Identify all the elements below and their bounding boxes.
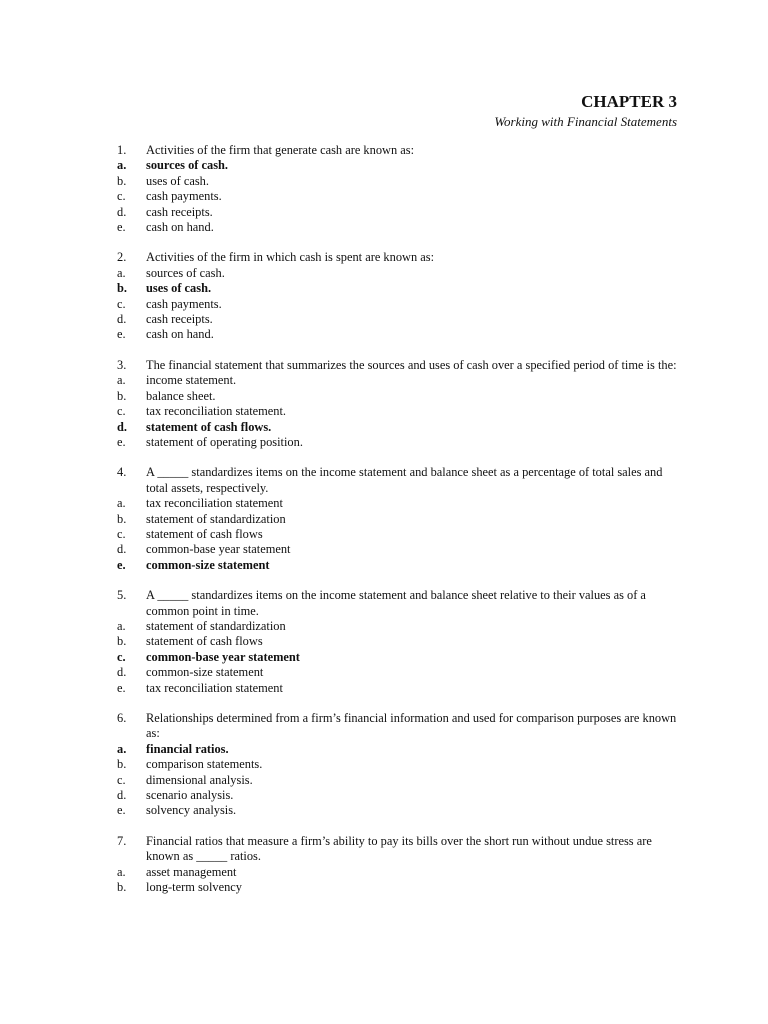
option-text: uses of cash.: [146, 173, 209, 188]
option-text: common-base year statement: [146, 542, 291, 557]
option-text: financial ratios.: [146, 741, 229, 756]
option-label: b.: [117, 173, 127, 188]
answer-option: [117, 619, 682, 634]
answer-option-correct: [117, 558, 682, 573]
option-label: c.: [117, 404, 126, 419]
answer-option: [117, 542, 682, 557]
option-label: e.: [117, 557, 126, 572]
option-text: cash payments.: [146, 296, 222, 311]
option-text: sources of cash.: [146, 158, 229, 173]
option-label: e.: [117, 220, 126, 235]
answer-option: [117, 880, 682, 895]
option-text: statement of cash flows: [146, 634, 263, 649]
question-number: 4.: [117, 465, 127, 480]
option-text: common-size statement: [146, 665, 264, 680]
option-text: dimensional analysis.: [146, 772, 253, 787]
question-4: [117, 465, 682, 573]
option-label: d.: [117, 312, 127, 327]
option-text: common-base year statement: [146, 649, 300, 664]
question-text: Relationships determined from a firm’s financial information and used for comparison purposes are known as:: [146, 711, 677, 741]
option-text: scenario analysis.: [146, 788, 234, 803]
answer-option: [117, 205, 682, 220]
answer-option: [117, 404, 682, 419]
option-label: b.: [117, 634, 127, 649]
option-text: sources of cash.: [146, 265, 225, 280]
option-text: statement of cash flows.: [146, 419, 272, 434]
option-text: tax reconciliation statement.: [146, 404, 287, 419]
option-text: income statement.: [146, 373, 237, 388]
option-text: statement of operating position.: [146, 434, 303, 449]
question-number: 3.: [117, 357, 127, 372]
option-text: cash on hand.: [146, 220, 214, 235]
question-stem: [117, 358, 682, 373]
question-list: [117, 143, 682, 910]
option-label: c.: [117, 189, 126, 204]
option-label: b.: [117, 388, 127, 403]
answer-option: [117, 665, 682, 680]
question-text: Activities of the firm in which cash is spent are known as:: [146, 250, 435, 265]
answer-option: [117, 174, 682, 189]
option-label: c.: [117, 772, 126, 787]
option-label: d.: [117, 542, 127, 557]
answer-option-correct: [117, 420, 682, 435]
option-label: b.: [117, 757, 127, 772]
option-label: a.: [117, 496, 126, 511]
option-label: d.: [117, 665, 127, 680]
question-number: 5.: [117, 588, 127, 603]
question-number: 6.: [117, 711, 127, 725]
question-1: [117, 143, 682, 235]
question-stem: [117, 588, 682, 619]
option-text: balance sheet.: [146, 388, 216, 403]
option-label: a.: [117, 618, 126, 633]
answer-option: [117, 788, 682, 803]
answer-option: [117, 773, 682, 788]
option-text: statement of standardization: [146, 618, 286, 633]
question-text: Financial ratios that measure a firm’s ability to pay its bills over the short run without undue stress are known as _____ ratios.: [146, 833, 652, 864]
option-text: cash payments.: [146, 189, 222, 204]
option-label: a.: [117, 373, 126, 388]
option-label: a.: [117, 265, 126, 280]
question-3: [117, 358, 682, 450]
option-label: d.: [117, 419, 127, 434]
answer-option-correct: [117, 158, 682, 173]
question-text: A _____ standardizes items on the income statement and balance sheet relative to their values as of a common point in time.: [146, 588, 646, 618]
option-text: uses of cash.: [146, 281, 212, 296]
answer-option: [117, 389, 682, 404]
answer-option: [117, 757, 682, 772]
question-text: A _____ standardizes items on the income statement and balance sheet as a percentage of total sales and total assets, respectively.: [146, 465, 663, 495]
question-stem: [117, 465, 682, 496]
answer-option: [117, 297, 682, 312]
answer-option: [117, 327, 682, 342]
option-text: cash receipts.: [146, 312, 213, 327]
answer-option-correct: [117, 281, 682, 296]
answer-option: [117, 266, 682, 281]
answer-option: [117, 435, 682, 450]
option-text: common-size statement: [146, 557, 270, 572]
question-stem: [117, 143, 682, 158]
option-text: statement of standardization: [146, 511, 286, 526]
option-label: d.: [117, 788, 127, 803]
answer-option: [117, 527, 682, 542]
option-text: long-term solvency: [146, 880, 243, 895]
option-label: a.: [117, 741, 127, 756]
answer-option: [117, 373, 682, 388]
option-label: b.: [117, 880, 127, 895]
option-label: a.: [117, 158, 127, 173]
question-7: [117, 834, 682, 896]
option-label: e.: [117, 680, 126, 695]
answer-option: [117, 220, 682, 235]
option-text: solvency analysis.: [146, 803, 237, 818]
option-text: tax reconciliation statement: [146, 496, 283, 511]
answer-option: [117, 803, 682, 818]
option-label: c.: [117, 526, 126, 541]
option-text: statement of cash flows: [146, 526, 263, 541]
question-number: 7.: [117, 833, 127, 848]
question-2: [117, 250, 682, 342]
chapter-subtitle: Working with Financial Statements: [494, 114, 677, 129]
option-label: b.: [117, 281, 127, 296]
question-5: [117, 588, 682, 696]
question-text: The financial statement that summarizes the sources and uses of cash over a specified period of time is the:: [146, 357, 677, 372]
answer-option-correct: [117, 650, 682, 665]
option-text: comparison statements.: [146, 757, 263, 772]
answer-option-correct: [117, 742, 682, 757]
option-label: b.: [117, 511, 127, 526]
option-text: cash on hand.: [146, 327, 214, 342]
answer-option: [117, 312, 682, 327]
option-label: e.: [117, 434, 126, 449]
question-number: 1.: [117, 143, 127, 157]
answer-option: [117, 865, 682, 880]
question-6: [117, 711, 682, 819]
option-text: cash receipts.: [146, 204, 213, 219]
option-label: a.: [117, 864, 126, 879]
question-text: Activities of the firm that generate cash are known as:: [146, 143, 415, 157]
answer-option: [117, 634, 682, 649]
option-label: d.: [117, 204, 127, 219]
question-stem: [117, 711, 682, 742]
answer-option: [117, 681, 682, 696]
question-stem: [117, 834, 682, 865]
answer-option: [117, 189, 682, 204]
option-text: tax reconciliation statement: [146, 680, 283, 695]
option-label: e.: [117, 327, 126, 342]
answer-option: [117, 512, 682, 527]
option-text: asset management: [146, 864, 237, 879]
option-label: c.: [117, 649, 126, 664]
question-stem: [117, 250, 682, 265]
option-label: c.: [117, 296, 126, 311]
chapter-title: CHAPTER 3: [581, 92, 677, 111]
answer-option: [117, 496, 682, 511]
chapter-header: [494, 92, 677, 130]
question-number: 2.: [117, 250, 127, 265]
option-label: e.: [117, 803, 126, 818]
